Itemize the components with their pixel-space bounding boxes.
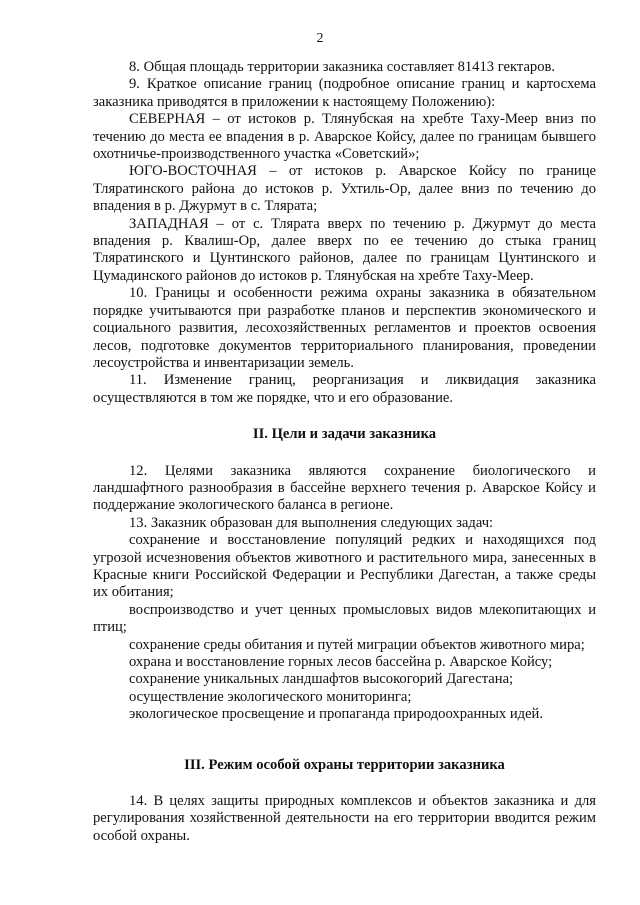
task-item: экологическое просвещение и пропаганда природоохранных идей. bbox=[129, 706, 544, 723]
paragraph-10: 10. Границы и особенности режима охраны заказника в обязательном порядке учитываются при разработке планов и перспектив экономического и социального развития, лесохозяйственных регламентов и проектов освоения лесов, подготовке документов территориального планирования, проведении лесоустройства и инвентаризации земель. bbox=[93, 285, 596, 371]
task-item: сохранение уникальных ландшафтов высокогорий Дагестана; bbox=[129, 671, 514, 688]
task-item: осуществление экологического мониторинга; bbox=[129, 688, 412, 705]
task-item: охрана и восстановление горных лесов бассейна р. Аварское Койсу; bbox=[129, 654, 553, 670]
paragraph-11: 11. Изменение границ, реорганизация и ликвидация заказника осуществляются в том же порядке, что и его образование. bbox=[93, 372, 596, 406]
page-number: 2 bbox=[316, 31, 324, 46]
document-body bbox=[93, 59, 596, 845]
paragraph-14: 14. В целях защиты природных комплексов и объектов заказника и для регулирования хозяйственной деятельности на его территории вводится режим особой охраны. bbox=[93, 793, 596, 844]
paragraph-13: 13. Заказник образован для выполнения следующих задач: bbox=[129, 514, 494, 531]
paragraph-12: 12. Целями заказника являются сохранение биологического и ландшафтного разнообразия в бассейне верхнего течения р. Аварское Койсу и поддержание экологического баланса в регионе. bbox=[93, 462, 596, 514]
task-item: сохранение и восстановление популяций редких и находящихся под угрозой исчезновения объектов животного и растительного мира, занесенных в Красные книги Российской Федерации и Республики Дагестан, а также среды их обитания; bbox=[93, 532, 596, 601]
section-2-heading: II. Цели и задачи заказника bbox=[252, 426, 437, 443]
boundary-north: СЕВЕРНАЯ – от истоков р. Тлянубская на хребте Таху-Меер вниз по течению до места ее впадения в р. Аварское Койсу, далее по границам бывшего охотничье-производственного участка «Советский»; bbox=[93, 111, 596, 163]
paragraph-9: 9. Краткое описание границ (подробное описание границ и картосхема заказника приводятся в приложении к настоящему Положению): bbox=[93, 76, 596, 110]
section-3-heading: III. Режим особой охраны территории заказника bbox=[184, 756, 505, 773]
task-item: сохранение среды обитания и путей миграции объектов животного мира; bbox=[129, 636, 585, 653]
boundary-west: ЗАПАДНАЯ – от с. Тлярата вверх по течению р. Джурмут до места впадения р. Квалиш-Ор, далее вверх по ее течению до стыка границ Тляратинского и Цунтинского районов, далее по границам Цунтинского и Цумадинского районов до истоков р. Тлянубская на хребте Таху-Меер. bbox=[93, 215, 596, 284]
task-item: воспроизводство и учет ценных промысловых видов млекопитающих и птиц; bbox=[93, 601, 596, 636]
boundary-southeast: ЮГО-ВОСТОЧНАЯ – от истоков р. Аварское Койсу по границе Тляратинского района до истоков р. Ухтиль-Ор, далее вниз по течению до впадения в р. Джурмут в с. Тлярата; bbox=[93, 163, 596, 215]
paragraph-8: 8. Общая площадь территории заказника составляет 81413 гектаров. bbox=[129, 59, 556, 75]
